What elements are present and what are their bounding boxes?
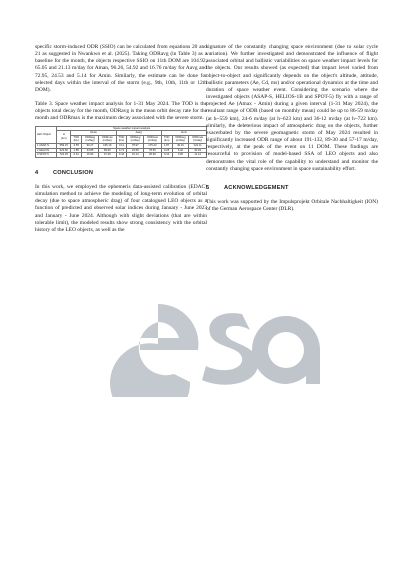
table-subheader: ODRmax (m/day) <box>189 135 207 143</box>
paragraph: signature of the constantly changing space environment (due to solar cycle variation). We further investigated and demonstrated the influence of flight associated orbital and ballistic variabilities on space weather impact levels for the objects. Our results showed (as expected) that impact level varied from object-to-object and significantly depends on the object's altitude, attitude, ballistic parameters (Ae, Cd, ms) and/or operational dynamics at the time and duration of space weather event. Considering the scenario where the investigated objects (ASAP-S, HELIOS-1B and SPOT-5) fly with a range of projected Ae (Amax - Amin) during a given interval (1-31 May 2024), the resultant range of ODR (based on monthly mean) could be up to 86-59 m/day (at h~559 km), 24-6 m/day (at h~623 km) and 36-12 m/day (at h~722 km). similarly, the deleterious impact of atmospheric drag on the objects, further exacerbated by the severe geomagnetic storm of May 2024 resulted in significantly increased ODR range of about 191-132, 89-30 and 57-17 m/day, respectively, at the peak of the event on 11 DOM. These findings are resourceful to provision of model-based SSA of LEO objects and also demonstrates the vital role of the capability to understand and monitor the constantly changing space environment in space sustainability effort. <box>206 44 378 172</box>
table-h-header: H (km) <box>57 131 71 144</box>
section-title: ACKNOWLEDGEMENT <box>224 184 289 191</box>
table-cell: 34.85 <box>82 148 99 153</box>
paragraph: specific storm-induced ODR (SSIO) can be calculated from equations 20 and 21 as suggested in Nwankwo et al. (2025). Taking ODRavg (in Table 3) as a baseline for the month, the objects respective SSIO on 11th DOM are 104.92, 65.05 and 21.13 m/day for Aman, 96.26, 54.92 and 16.76 m/day for Aavg and 72.95, 24.53 and 5.14 for Amin. Similarly, the estimate can be done for selected days within the interval of the storm (e.g., 9th, 10th, 11th or 12th DOM). <box>35 44 207 93</box>
table-group-header: Aavg <box>116 131 161 136</box>
table-cell-object: 3 SPOT-5 <box>36 153 57 158</box>
table-corner-header: LEO Object <box>36 126 57 143</box>
table-subheader: ODRavg (m/day) <box>172 135 189 143</box>
table-group-header: Amax <box>71 131 116 136</box>
table-subheader: TOD (km) <box>116 135 127 143</box>
table-cell: 10.14 <box>127 153 144 158</box>
section-title: CONCLUSION <box>53 169 94 176</box>
table-cell: 78.97 <box>127 143 144 148</box>
table-row <box>36 153 207 158</box>
table-cell: 0.10 <box>161 153 172 158</box>
table-cell: 37.29 <box>98 153 116 158</box>
left-column <box>35 44 207 234</box>
section-heading-acknowledgement <box>206 185 378 192</box>
section-number: 4 <box>35 169 39 176</box>
esa-logo-watermark <box>110 292 320 397</box>
table-cell: 3.00 <box>172 153 189 158</box>
table-cell-object: 2 HELIOS <box>36 148 57 153</box>
table-cell: 1.87 <box>161 143 172 148</box>
table-cell: 623.60 <box>57 148 71 153</box>
right-column <box>206 44 378 213</box>
table-cell-object: 1 ASAP-S <box>36 143 57 148</box>
table-subheader: ODRmax (m/day) <box>144 135 162 143</box>
table-cell: 11.14 <box>189 153 207 158</box>
paragraph: In this work, we employed the ephemeris data-assisted calibration (EDAC) simulation method to achieve the modeling of long-term evolution of orbital decay (due to space atmospheric drag) of four catalogued LEO objects as a function of predicted and observed solar indices during January - June 2023 and January - June 2024. Although with slight deviations (that are within tolerable limit), the modeled results show strong consistency with the orbital history of the LEO objects, as well as the <box>35 183 207 233</box>
table-subheader: TOD (km) <box>71 135 82 143</box>
impact-table <box>35 126 207 158</box>
table-subheader: ODRavg (m/day) <box>127 135 144 143</box>
table-cell: 30.93 <box>189 148 207 153</box>
table-cell: 195.19 <box>98 143 116 148</box>
table-super-header: Space weather impact analysis <box>57 126 207 131</box>
table-cell: 3.11 <box>116 143 127 148</box>
table-cell: 1.85 <box>71 148 82 153</box>
table-cell: 90.27 <box>82 143 99 148</box>
table-cell: 99.90 <box>98 148 116 153</box>
section-number: 5 <box>206 184 210 191</box>
table-cell: 722.45 <box>57 153 71 158</box>
table-caption: Table 3. Space weather impact analysis for 1-31 May 2024. The TOD is the objects total decay for the month, ODRavg is the mean orbit decay rate for the month and ODRmax is the maximum decay associated with the severe storm. <box>35 101 207 122</box>
table-cell: 6.40 <box>172 148 189 153</box>
table-cell: 26.90 <box>144 153 162 158</box>
table-cell: 23.58 <box>127 148 144 153</box>
table-row <box>36 148 207 153</box>
table-cell: 78.50 <box>144 148 162 153</box>
table-cell: 3.55 <box>71 143 82 148</box>
paragraph: This work was supported by the Impulsprojekt Orbitale Nachhaltigkeit (ION) of the German Aerospace Center (DLR). <box>206 198 378 213</box>
table-cell: 0.74 <box>116 148 127 153</box>
table-subheader: ODRmax (m/day) <box>98 135 116 143</box>
table-cell: 0.25 <box>161 148 172 153</box>
table-row <box>36 143 207 148</box>
table-subheader: ODRavg (m/day) <box>82 135 99 143</box>
table-cell: 559.15 <box>57 143 71 148</box>
esa-logo-glyphs <box>110 304 320 397</box>
table-cell: 122.11 <box>189 143 207 148</box>
table-cell: 16.94 <box>82 153 99 158</box>
table-group-header: Amin <box>161 131 206 136</box>
table-cell: 175.23 <box>144 143 162 148</box>
table-cell: 49.16 <box>172 143 189 148</box>
table-cell: 0.44 <box>116 153 127 158</box>
section-heading-conclusion <box>35 170 207 177</box>
table-subheader: TOD (km) <box>161 135 172 143</box>
table-cell: 0.61 <box>71 153 82 158</box>
